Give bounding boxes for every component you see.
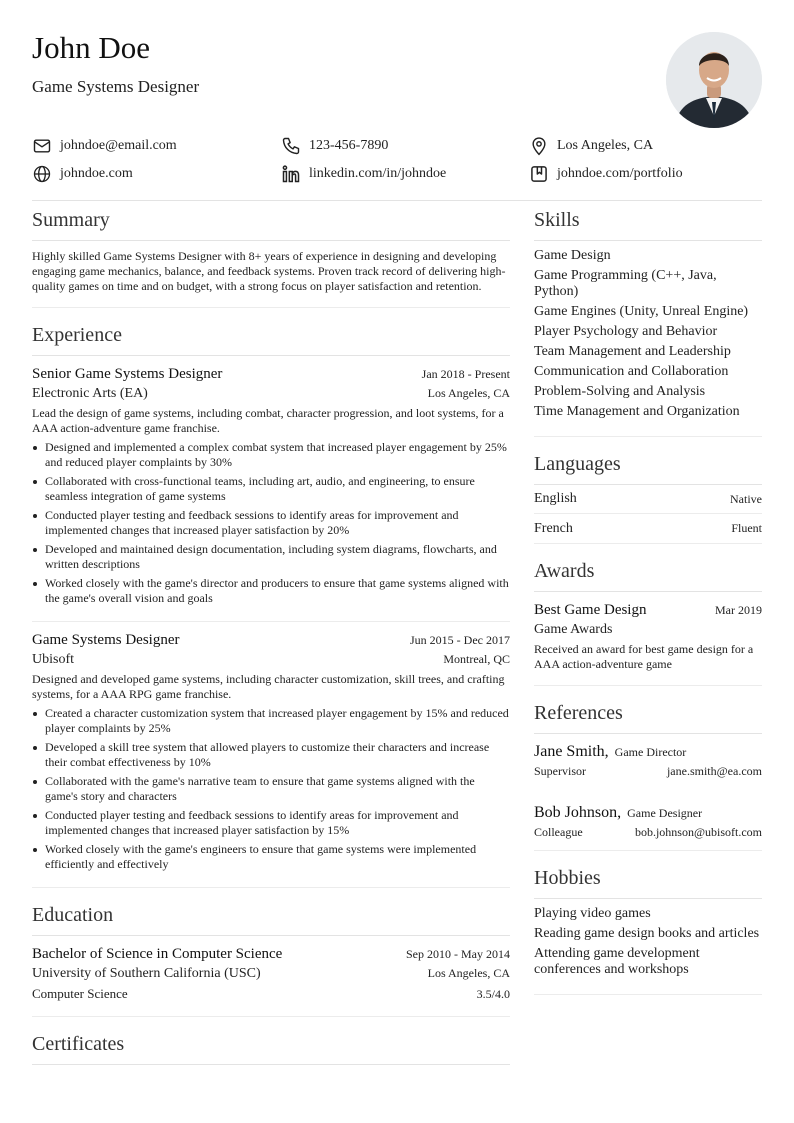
skill-item: Game Design [534,248,611,263]
job-bullets [32,440,510,606]
location-pin-icon [529,136,549,156]
education-entry [32,936,510,1016]
job-date: Jan 2018 - Present [421,367,510,381]
location-text: Los Angeles, CA [557,138,654,153]
gpa: 3.5/4.0 [476,987,510,1001]
skill-item: Team Management and Leadership [534,344,731,359]
award-entry [534,592,762,685]
award-date: Mar 2019 [715,603,762,617]
bullet-item: Worked closely with the game's director and producers to ensure that game systems aligned with the game's overall vision and goals [32,576,510,606]
contact-email[interactable] [32,136,177,156]
job-location: Montreal, QC [443,652,510,666]
bullet-item: Conducted player testing and feedback sessions to identify areas for improvement and implemented changes that increased player satisfaction by 20% [32,508,510,538]
bullet-item: Developed a skill tree system that allowed players to customize their characters and increase their combat effectiveness by 10% [32,740,510,770]
reference-name: Bob Johnson, [534,804,622,821]
reference-relation: Supervisor [534,764,586,778]
left-column [32,201,510,1065]
hobby-item: Reading game design books and articles [534,926,760,941]
bullet-item: Designed and implemented a complex combat system that increased player engagement by 25% and reduced player complaints by 30% [32,440,510,470]
language-level: Fluent [731,521,762,535]
email-text: johndoe@email.com [60,138,177,153]
bullet-item: Worked closely with the game's engineers to ensure that game systems were implemented efficiently and effectively [32,842,510,872]
reference-role: Game Director [614,745,687,759]
reference-relation: Colleague [534,825,583,839]
degree: Bachelor of Science in Computer Science [32,946,283,962]
skills-heading: Skills [534,201,762,241]
award-description: Received an award for best game design for a AAA action-adventure game [534,642,754,671]
job-date: Jun 2015 - Dec 2017 [410,633,510,647]
reference-name: Jane Smith, [534,743,609,760]
skill-item: Communication and Collaboration [534,364,729,379]
summary-heading: Summary [32,201,510,241]
hobbies-section [534,859,762,995]
skill-item: Time Management and Organization [534,404,740,419]
skill-item: Problem-Solving and Analysis [534,384,706,399]
profile-photo [666,32,762,128]
mail-icon [32,136,52,156]
experience-heading: Experience [32,316,510,356]
language-row [534,514,762,543]
field-of-study: Computer Science [32,986,128,1001]
job-title: Senior Game Systems Designer [32,366,223,382]
phone-text: 123-456-7890 [309,138,389,153]
contact-phone[interactable] [281,136,388,156]
references-heading: References [534,694,762,734]
language-name: English [534,491,577,506]
hobbies-list [534,899,762,994]
job-entry [32,622,510,887]
website-text: johndoe.com [60,166,133,181]
skill-item: Game Programming (C++, Java, Python) [534,268,717,299]
awards-heading: Awards [534,552,762,592]
education-date: Sep 2010 - May 2014 [406,947,510,961]
skills-list [534,241,762,436]
school: University of Southern California (USC) [32,966,261,981]
bullet-item: Collaborated with cross-functional teams, including art, audio, and engineering, to ensure seamless integration of game systems [32,474,510,504]
languages-section [534,445,762,544]
job-description: Lead the design of game systems, including combat, character progression, and loot systems, for a AAA action-adventure game franchise. [32,406,504,435]
linkedin-icon [281,164,301,184]
contact-website[interactable] [32,164,133,184]
job-title: Game Systems Designer [32,632,180,648]
education-heading: Education [32,896,510,936]
skill-item: Player Psychology and Behavior [534,324,718,339]
bookmark-icon [529,164,549,184]
skills-section [534,201,762,437]
summary-section [32,201,510,308]
education-location: Los Angeles, CA [427,966,510,980]
globe-icon [32,164,52,184]
certificates-heading: Certificates [32,1025,510,1065]
hobbies-heading: Hobbies [534,859,762,899]
award-title: Best Game Design [534,602,647,618]
bullet-item: Conducted player testing and feedback sessions to identify areas for improvement and implemented changes that increased player satisfaction by 15% [32,808,510,838]
job-company: Ubisoft [32,652,74,667]
bullet-item: Created a character customization system that increased player engagement by 15% and reduced player complaints by 25% [32,706,510,736]
reference-email[interactable]: bob.johnson@ubisoft.com [634,825,762,839]
education-section [32,896,510,1017]
languages-heading: Languages [534,445,762,485]
candidate-title: Game Systems Designer [32,77,200,96]
bullet-item: Collaborated with the game's narrative team to ensure that game systems aligned with the game's story and characters [32,774,510,804]
hobby-item: Attending game development conferences and workshops [534,946,700,977]
portfolio-text: johndoe.com/portfolio [557,166,683,181]
reference-entry [534,789,762,850]
skill-item: Game Engines (Unity, Unreal Engine) [534,304,749,319]
awards-section [534,552,762,686]
bullet-item: Developed and maintained design documentation, including system diagrams, flowcharts, and written descriptions [32,542,510,572]
reference-email[interactable]: jane.smith@ea.com [666,764,762,778]
experience-section [32,316,510,888]
references-section [534,694,762,851]
contact-portfolio[interactable] [529,164,683,184]
right-column [534,201,762,995]
hobby-item: Playing video games [534,906,651,921]
language-name: French [534,520,573,536]
contact-location [529,136,653,156]
job-entry [32,356,510,622]
certificates-section [32,1025,510,1065]
linkedin-text: linkedin.com/in/johndoe [309,166,447,181]
job-company: Electronic Arts (EA) [32,386,148,401]
reference-entry [534,734,762,789]
reference-role: Game Designer [627,806,703,820]
job-bullets [32,706,510,872]
job-description: Designed and developed game systems, including character customization, skill trees, and crafting systems, for a AAA RPG game franchise. [32,672,505,701]
summary-text: Highly skilled Game Systems Designer with 8+ years of experience in designing and developing engaging game mechanics, balance, and feedback systems. Proven track record of delivering high-quality games on time and on budget, with a strong focus on player satisfaction and retention. [32,249,506,293]
phone-icon [281,136,301,156]
language-level: Native [730,491,762,506]
candidate-name: John Doe [32,30,150,65]
award-organization: Game Awards [534,622,613,637]
language-row [534,485,762,514]
contact-linkedin[interactable] [281,164,446,184]
job-location: Los Angeles, CA [427,386,510,400]
